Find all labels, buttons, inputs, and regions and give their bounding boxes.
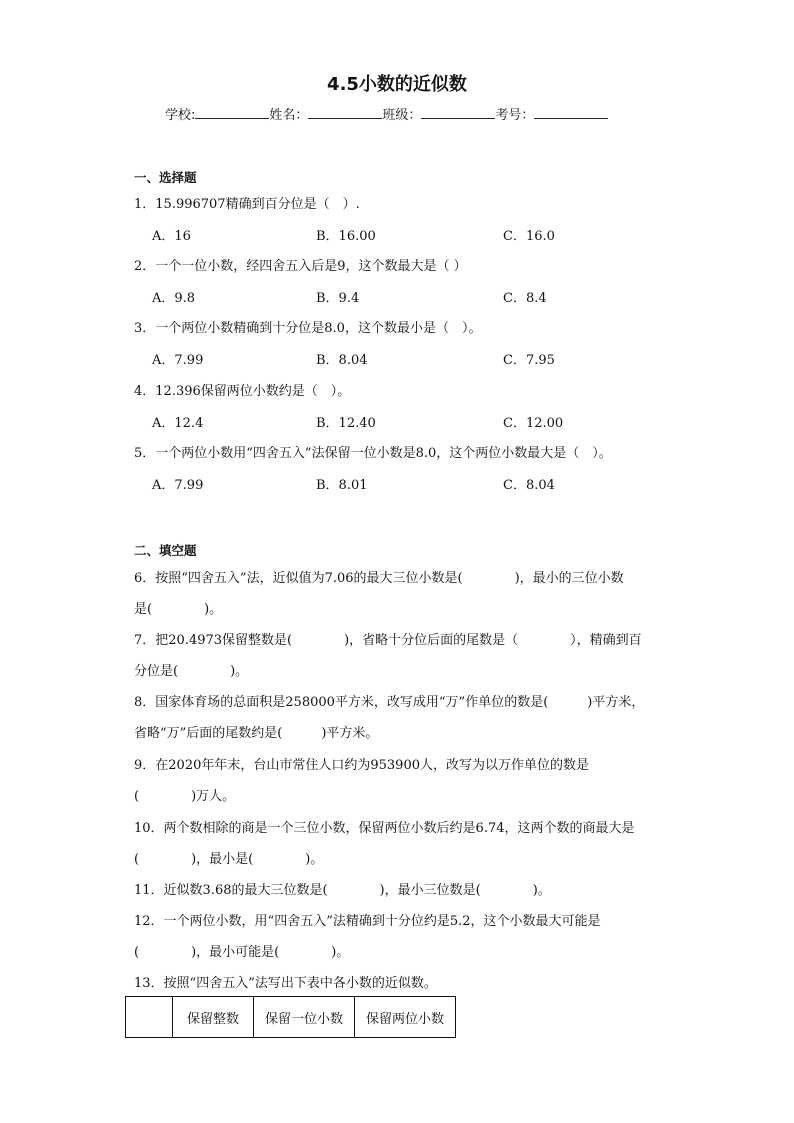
- question-9-line-1: 9．在2020年年末，台山市常住人口约为953900人，改写为以万作单位的数是: [134, 758, 589, 773]
- q1-option-b[interactable]: B．16.00: [316, 229, 376, 244]
- question-7-line-2: 分位是( )。: [134, 664, 249, 679]
- question-5: 5．一个两位小数用“四舍五入”法保留一位小数是8.0，这个两位小数最大是（ ）。: [134, 446, 612, 461]
- table-corner-cell[interactable]: [126, 997, 173, 1038]
- q5-option-b[interactable]: B．8.01: [316, 478, 368, 493]
- number-label: 考号：: [495, 108, 535, 123]
- number-blank[interactable]: [534, 106, 608, 119]
- q1-option-a[interactable]: A．16: [152, 229, 191, 244]
- question-12-line-1: 12．一个两位小数，用“四舍五入”法精确到十分位约是5.2，这个小数最大可能是: [134, 914, 601, 929]
- page-title: 4.5小数的近似数: [327, 74, 467, 95]
- question-8-line-1: 8．国家体育场的总面积是258000平方米，改写成用“万”作单位的数是( )平方米，: [134, 695, 645, 710]
- q1-option-c[interactable]: C．16.0: [503, 229, 555, 244]
- class-blank[interactable]: [421, 106, 495, 119]
- q3-option-c[interactable]: C．7.95: [503, 353, 555, 368]
- class-label: 班级：: [382, 108, 422, 123]
- question-9-line-2: ( )万人。: [134, 789, 236, 804]
- approximation-table: [125, 996, 456, 1038]
- question-11: 11．近似数3.68的最大三位数是( )，最小三位数是( )。: [134, 883, 551, 898]
- q4-option-b[interactable]: B．12.40: [316, 416, 376, 431]
- q2-option-a[interactable]: A．9.8: [152, 291, 196, 306]
- table-header-two-decimal: 保留两位小数: [355, 997, 456, 1038]
- q4-option-a[interactable]: A．12.4: [152, 416, 204, 431]
- question-4: 4．12.396保留两位小数约是（ ）。: [134, 384, 351, 399]
- q5-option-a[interactable]: A．7.99: [152, 478, 204, 493]
- question-12-line-2: ( )，最小可能是( )。: [134, 945, 350, 960]
- q3-option-b[interactable]: B．8.04: [316, 353, 368, 368]
- table-header-one-decimal: 保留一位小数: [254, 997, 355, 1038]
- question-3: 3．一个两位小数精确到十分位是8.0，这个数最小是（ ）。: [134, 321, 482, 336]
- question-1: 1．15.996707精确到百分位是（ ）.: [134, 197, 360, 212]
- question-6-line-2: 是( )。: [134, 602, 223, 617]
- q3-option-a[interactable]: A．7.99: [152, 353, 204, 368]
- section-fill-title: 二、填空题: [134, 543, 197, 558]
- q2-option-b[interactable]: B．9.4: [316, 291, 360, 306]
- question-2: 2．一个一位小数，经四舍五入后是9，这个数最大是（ ）: [134, 259, 467, 274]
- q2-option-c[interactable]: C．8.4: [503, 291, 547, 306]
- question-8-line-2: 省略“万”后面的尾数约是( )平方米。: [134, 726, 379, 741]
- section-choice-title: 一、选择题: [134, 170, 197, 185]
- question-10-line-1: 10．两个数相除的商是一个三位小数，保留两位小数后约是6.74，这两个数的商最大是: [134, 821, 635, 836]
- name-label: 姓名：: [269, 108, 309, 123]
- table-header-integer: 保留整数: [173, 997, 254, 1038]
- q4-option-c[interactable]: C．12.00: [503, 416, 564, 431]
- q5-option-c[interactable]: C．8.04: [503, 478, 555, 493]
- question-6-line-1: 6．按照“四舍五入”法，近似值为7.06的最大三位小数是( )，最小的三位小数: [134, 571, 624, 586]
- question-13: 13．按照“四舍五入”法写出下表中各小数的近似数。: [134, 976, 437, 991]
- question-7-line-1: 7．把20.4973保留整数是( )，省略十分位后面的尾数是（ ），精确到百: [134, 633, 642, 648]
- question-10-line-2: ( )，最小是( )。: [134, 852, 324, 867]
- table-header-row: [126, 997, 456, 1038]
- school-blank[interactable]: [195, 106, 269, 119]
- school-label: 学校:: [165, 108, 196, 123]
- name-blank[interactable]: [308, 106, 382, 119]
- student-info: [165, 104, 608, 123]
